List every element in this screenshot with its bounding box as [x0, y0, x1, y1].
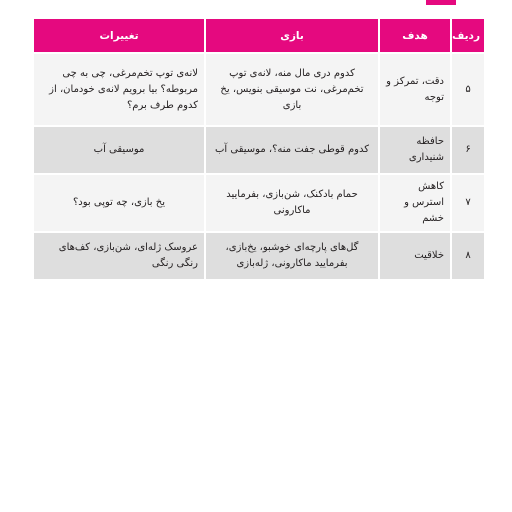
header-goal: هدف	[380, 19, 450, 52]
row-changes: موسیقی آب	[34, 127, 204, 173]
row-goal: دقت، تمرکز و توجه	[380, 54, 450, 125]
row-game: کدوم دری مال منه، لانه‌ی توپ تخم‌مرغی، نت موسیقی بنویس، یخ بازی	[206, 54, 378, 125]
row-game: گل‌های پارچه‌ای خوشبو، یخ‌بازی، بفرمایید ماکارونی، ژله‌بازی	[206, 233, 378, 279]
row-goal: حافظه شنیداری	[380, 127, 450, 173]
row-index: ۷	[452, 175, 484, 231]
header-index: ردیف	[452, 19, 484, 52]
row-index: ۸	[452, 233, 484, 279]
row-index: ۵	[452, 54, 484, 125]
goals-games-table	[32, 17, 486, 281]
table-row	[34, 175, 484, 231]
row-game: حمام بادکنک، شن‌بازی، بفرمایید ماکارونی	[206, 175, 378, 231]
row-changes: لانه‌ی توپ تخم‌مرغی، چی به چی مربوطه؟ بیا برویم لانه‌ی خودمان، از کدوم طرف برم؟	[34, 54, 204, 125]
table-row	[34, 127, 484, 173]
header-changes: تغییرات	[34, 19, 204, 52]
table-header-row	[34, 19, 484, 52]
row-changes: یخ بازی، چه توپی بود؟	[34, 175, 204, 231]
table-row	[34, 233, 484, 279]
top-accent-bar	[426, 0, 456, 5]
row-changes: عروسک ژله‌ای، شن‌بازی، کف‌های رنگی رنگی	[34, 233, 204, 279]
row-goal: کاهش استرس و خشم	[380, 175, 450, 231]
table-row	[34, 54, 484, 125]
header-game: بازی	[206, 19, 378, 52]
row-index: ۶	[452, 127, 484, 173]
row-game: کدوم قوطی جفت منه؟، موسیقی آب	[206, 127, 378, 173]
row-goal: خلاقیت	[380, 233, 450, 279]
